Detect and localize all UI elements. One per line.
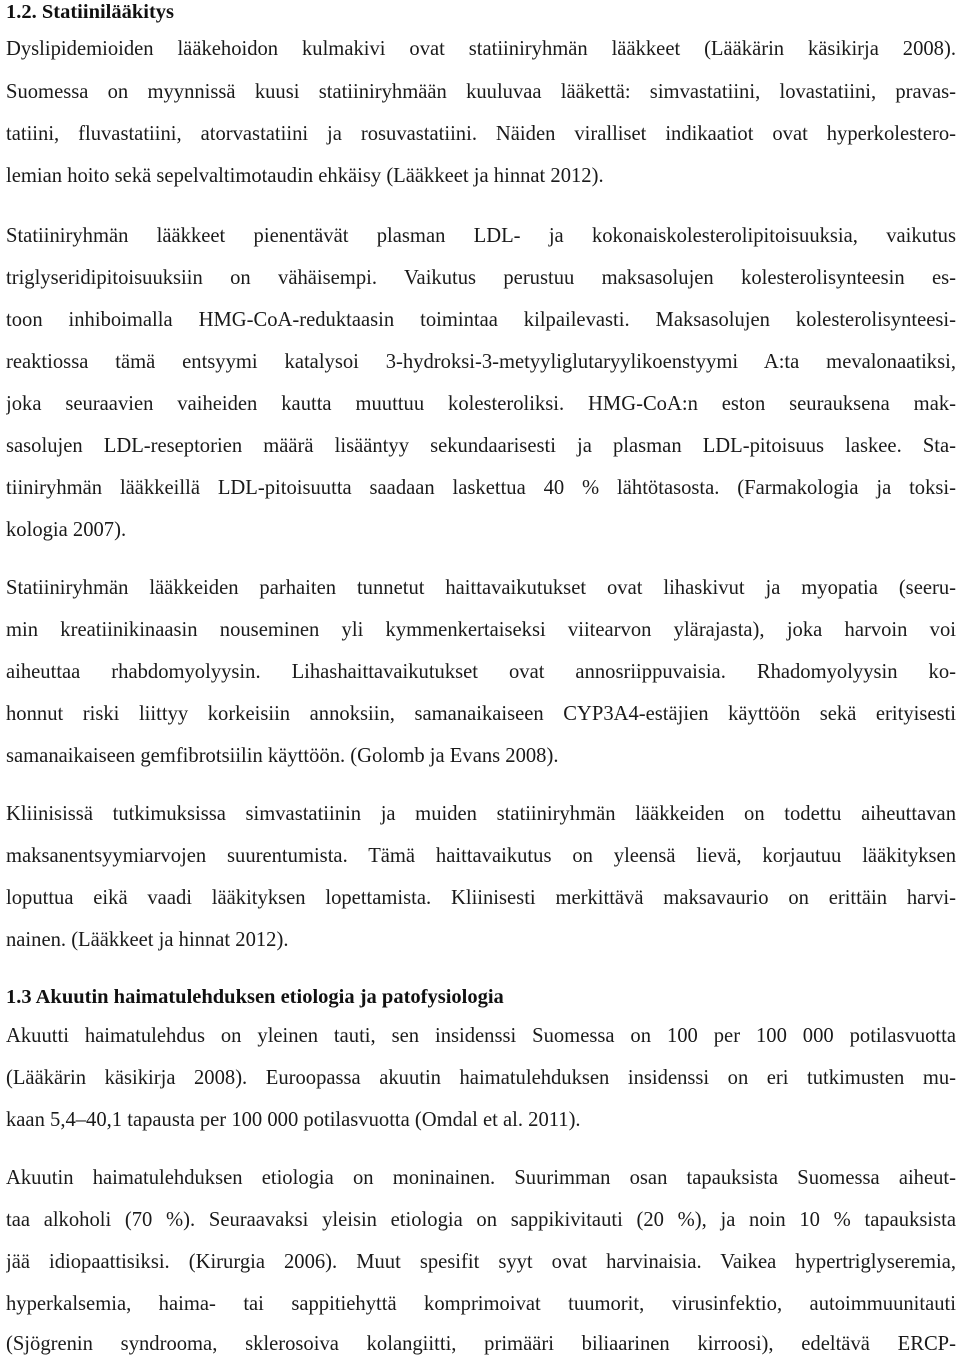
text-line: toon inhiboimalla HMG-CoA-reduktaasin toimintaa kilpailevasti. Maksasolujen kolesterolisynteesi-: [6, 309, 956, 331]
text-line: Statiiniryhmän lääkkeet pienentävät plasman LDL- ja kokonaiskolesterolipitoisuuksia, vaikutus: [6, 225, 956, 247]
text-line: (Sjögrenin syndrooma, sklerosoiva kolangiitti, primääri biliaarinen kirroosi), edeltävä ERCP-: [6, 1333, 956, 1355]
text-line: loputtua eikä vaadi lääkityksen lopettamista. Kliinisesti merkittävä maksavaurio on erittäin harvi-: [6, 887, 956, 909]
section-heading: 1.2. Statiinilääkitys: [6, 1, 175, 23]
text-line: kaan 5,4–40,1 tapausta per 100 000 potilasvuotta (Omdal et al. 2011).: [6, 1109, 581, 1131]
text-line: reaktiossa tämä entsyymi katalysoi 3-hydroksi-3-metyyliglutaryylikoenstyymi A:ta mevalonaatiksi,: [6, 351, 956, 373]
text-line: triglyseridipitoisuuksiin on vähäisempi. Vaikutus perustuu maksasolujen kolesterolisynteesin es-: [6, 267, 956, 289]
text-line: honnut riski liittyy korkeisiin annoksiin, samanaikaiseen CYP3A4-estäjien käyttöön sekä erityisesti: [6, 703, 956, 725]
text-line: Dyslipidemioiden lääkehoidon kulmakivi ovat statiiniryhmän lääkkeet (Lääkärin käsikirja 2008).: [6, 38, 956, 60]
text-line: Statiiniryhmän lääkkeiden parhaiten tunnetut haittavaikutukset ovat lihaskivut ja myopatia (seeru-: [6, 577, 956, 599]
text-line: lemian hoito sekä sepelvaltimotaudin ehkäisy (Lääkkeet ja hinnat 2012).: [6, 165, 604, 187]
text-line: joka seuraavien vaiheiden kautta muuttuu kolesteroliksi. HMG-CoA:n eston seurauksena mak-: [6, 393, 956, 415]
text-line: jää idiopaattisiksi. (Kirurgia 2006). Muut spesifit syyt ovat harvinaisia. Vaikea hypertriglyseremia,: [6, 1251, 956, 1273]
text-line: kologia 2007).: [6, 519, 127, 541]
text-line: Akuutti haimatulehdus on yleinen tauti, sen insidenssi Suomessa on 100 per 100 000 potilasvuotta: [6, 1025, 956, 1047]
text-line: hyperkalsemia, haima- tai sappitiehyttä komprimoivat tuumorit, virusinfektio, autoimmuunitauti: [6, 1293, 956, 1315]
text-line: tatiini, fluvastatiini, atorvastatiini ja rosuvastatiini. Näiden viralliset indikaatiot ovat hyperkolestero-: [6, 123, 956, 145]
text-line: (Lääkärin käsikirja 2008). Euroopassa akuutin haimatulehduksen insidenssi on eri tutkimusten mu-: [6, 1067, 956, 1089]
text-line: Akuutin haimatulehduksen etiologia on moninainen. Suurimman osan tapauksista Suomessa aiheut-: [6, 1167, 956, 1189]
text-line: maksanentsyymiarvojen suurentumista. Tämä haittavaikutus on yleensä lievä, korjautuu lääkityksen: [6, 845, 956, 867]
text-line: taa alkoholi (70 %). Seuraavaksi yleisin etiologia on sappikivitauti (20 %), ja noin 10 % tapauksista: [6, 1209, 956, 1231]
text-line: aiheuttaa rhabdomyolyysin. Lihashaittavaikutukset ovat annosriippuvaisia. Rhadomyolyysin ko-: [6, 661, 956, 683]
text-line: tiiniryhmän lääkkeillä LDL-pitoisuutta saadaan laskettua 40 % lähtötasosta. (Farmakologia ja toksi-: [6, 477, 956, 499]
section-heading: 1.3 Akuutin haimatulehduksen etiologia ja patofysiologia: [6, 986, 504, 1008]
text-line: nainen. (Lääkkeet ja hinnat 2012).: [6, 929, 289, 951]
text-line: samanaikaiseen gemfibrotsiilin käyttöön. (Golomb ja Evans 2008).: [6, 745, 559, 767]
text-line: Suomessa on myynnissä kuusi statiiniryhmään kuuluvaa lääkettä: simvastatiini, lovastatiini, pravas-: [6, 81, 956, 103]
text-line: sasolujen LDL-reseptorien määrä lisääntyy sekundaarisesti ja plasman LDL-pitoisuus laskee. Sta-: [6, 435, 956, 457]
text-line: min kreatiinikinaasin nouseminen yli kymmenkertaiseksi viitearvon ylärajasta), joka harvoin voi: [6, 619, 956, 641]
text-line: Kliinisissä tutkimuksissa simvastatiinin ja muiden statiiniryhmän lääkkeiden on todettu aiheuttavan: [6, 803, 956, 825]
